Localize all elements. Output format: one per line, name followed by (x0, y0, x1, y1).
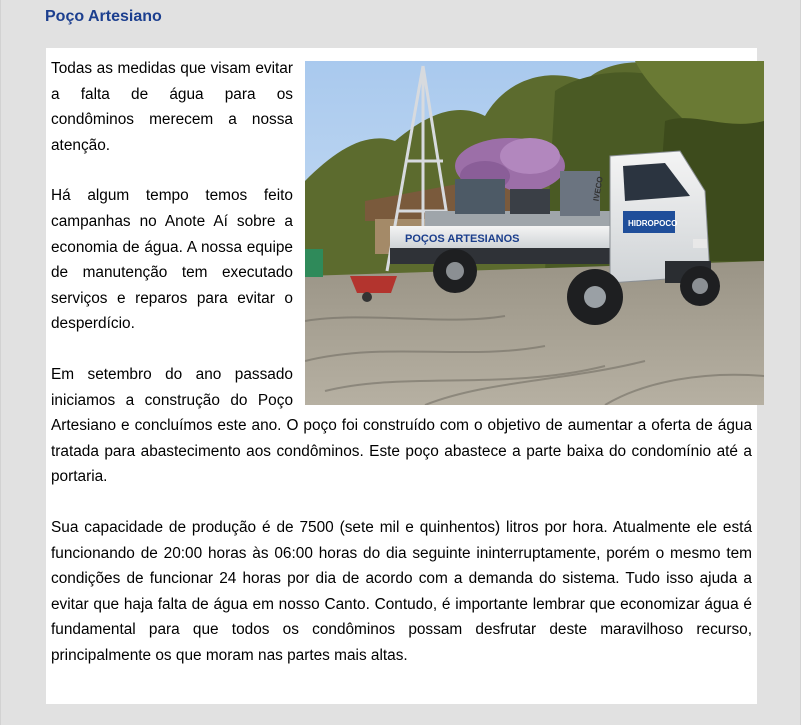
brand-lettering: IVECO (591, 175, 605, 202)
page-title: Poço Artesiano (45, 8, 162, 25)
drilling-truck-photo (305, 61, 764, 405)
article-body (46, 48, 757, 704)
article-paragraph: Sua capacidade de produção é de 7500 (sete mil e quinhentos) litros por hora. Atualmente ele está funcionando de 20:00 horas às 06:00 horas do dia seguinte ininterruptamente, porém o mesmo tem condições de funcionar 24 horas por dia de acordo com a demanda do sistema. Tudo isso ajuda a evitar que haja falta de água em nosso Canto. Contudo, é importante lembrar que economizar água é fundamental para que todos os condôminos possam desfrutar deste maravilhoso recurso, principalmente os que moram nas partes mais altas. (51, 518, 752, 664)
article-paragraph: Em setembro do ano passado iniciamos a construção do Poço Artesiano e concluímos este ano. O poço foi construído com o objetivo de aumentar a oferta de água tratada para abastecimento aos condôminos. Este poço abastece a parte baixa do condomínio até a portaria. (51, 365, 752, 486)
cab-lettering: HIDROPOCO (628, 219, 678, 228)
truck-lettering: POÇOS ARTESIANOS (405, 233, 520, 245)
article-paragraph: Todas as medidas que visam evitar a falta de água para os condôminos merecem a nossa atenção. (51, 60, 293, 154)
article-paragraph: Há algum tempo temos feito campanhas no Anote Aí sobre a economia de água. A nossa equipe de manutenção tem executado serviços e reparos para evitar o desperdício. (51, 187, 293, 333)
